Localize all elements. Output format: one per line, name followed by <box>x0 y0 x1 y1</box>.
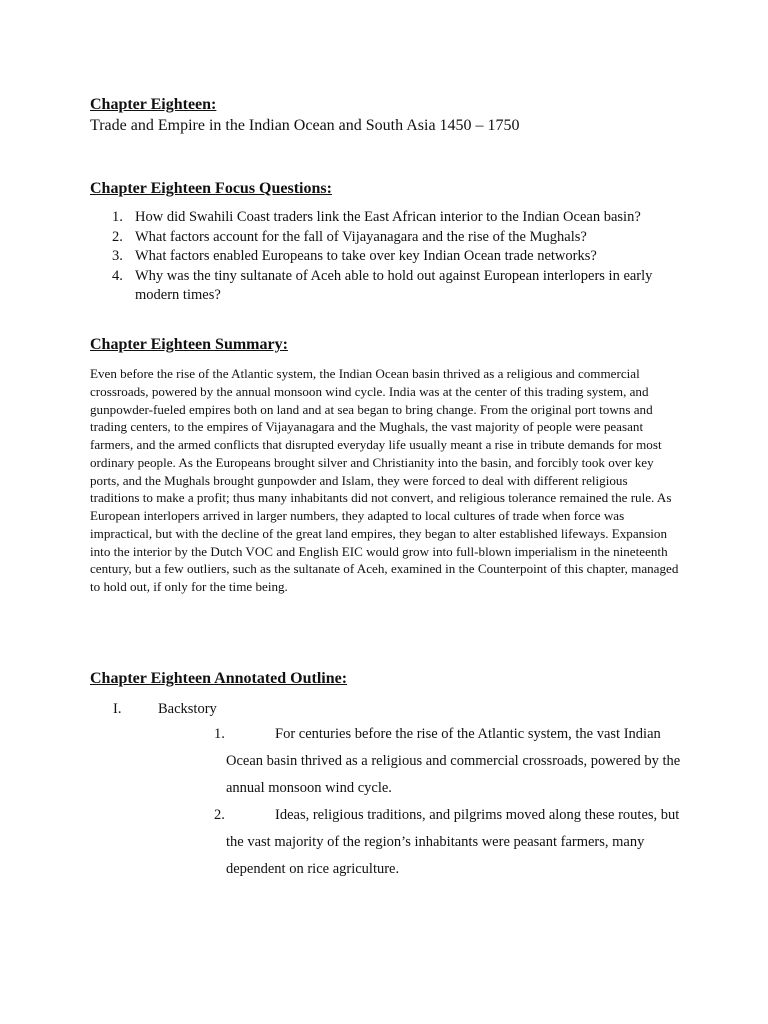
focus-question-number: 2. <box>112 228 123 245</box>
focus-questions-heading: Chapter Eighteen Focus Questions: <box>90 180 332 197</box>
focus-question-text: What factors account for the fall of Vijayanagara and the rise of the Mughals? <box>135 228 587 245</box>
focus-question <box>90 247 690 267</box>
focus-question-number: 1. <box>112 209 123 225</box>
outline-section-numeral: I. <box>113 701 122 717</box>
focus-question <box>90 228 690 248</box>
focus-questions-list <box>90 208 690 306</box>
outline-item-text: Ideas, religious traditions, and pilgrims moved along these routes, but the vast majority of the region’s inhabitants were peasant farmers, many dependent on rice agriculture. <box>226 807 680 877</box>
focus-question-text: Why was the tiny sultanate of Aceh able to hold out against European interlopers in early modern times? <box>135 267 653 303</box>
focus-question-text: What factors enabled Europeans to take over key Indian Ocean trade networks? <box>135 248 597 264</box>
chapter-title: Chapter Eighteen: <box>90 96 217 113</box>
chapter-subtitle: Trade and Empire in the Indian Ocean and South Asia 1450 – 1750 <box>90 117 520 134</box>
focus-question-number: 4. <box>112 267 123 284</box>
summary-heading: Chapter Eighteen Summary: <box>90 336 288 353</box>
outline-item-number: 2. <box>214 807 225 823</box>
outline-section-label: Backstory <box>158 701 217 717</box>
outline-item <box>214 721 681 802</box>
annotated-outline-heading: Chapter Eighteen Annotated Outline: <box>90 670 348 687</box>
focus-question <box>90 208 690 228</box>
summary-paragraph: Even before the rise of the Atlantic system, the Indian Ocean basin thrived as a religious and commercial crossroads, powered by the annual monsoon wind cycle. India was at the center of this trading system, and gunpowder-fueled empires both on land and at sea began to bring change. From the original port towns and trading centers, to the empires of Vijayanagara and the Mughals, the vast majority of people were peasant farmers, and the armed conflicts that disrupted everyday life usually meant a rise in tribute demands for most ordinary people. As the Europeans brought silver and Christianity into the basin, and forcibly took over key ports, and the Mughals brought gunpowder and Islam, they were forced to deal with different religious traditions to make a profit; thus many inhabitants did not convert, and religious tolerance remained the rule. As European interlopers arrived in larger numbers, they adapted to local cultures of trade when force was impractical, but with the decline of the great land empires, they began to alter established lifeways. Expansion into the interior by the Dutch VOC and English EIC would grow into full-blown imperialism in the nineteenth century, but a few outliers, such as the sultanate of Aceh, examined in the Counterpoint of this chapter, managed to hold out, if only for the time being. <box>90 366 679 594</box>
outline-item <box>214 802 681 883</box>
outline-item-number: 1. <box>214 726 225 742</box>
focus-question <box>90 267 690 306</box>
outline-item-text: For centuries before the rise of the Atlantic system, the vast Indian Ocean basin thrived as a religious and commercial crossroads, powered by the annual monsoon wind cycle. <box>226 726 681 796</box>
focus-question-number: 3. <box>112 248 123 264</box>
focus-question-text: How did Swahili Coast traders link the East African interior to the Indian Ocean basin? <box>135 209 641 225</box>
